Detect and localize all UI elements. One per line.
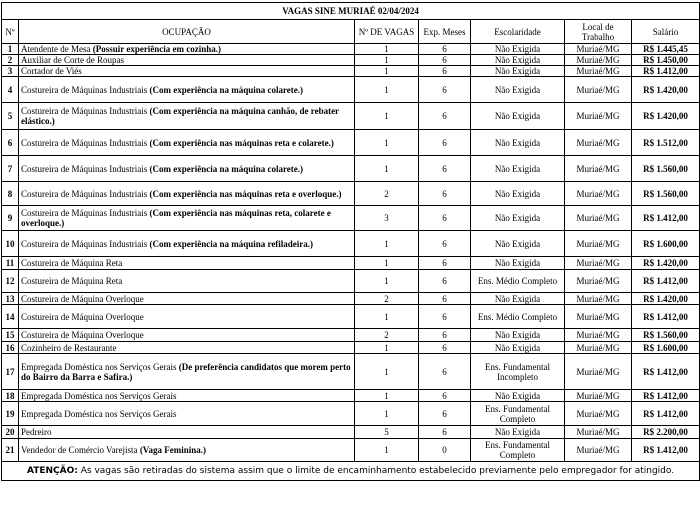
occupation-cell	[19, 66, 355, 77]
schooling-cell: Não Exigida	[471, 257, 565, 270]
row-number: 15	[2, 329, 19, 342]
experience-cell: 6	[419, 270, 471, 293]
occupation-note: (Vaga Feminina.)	[137, 445, 206, 455]
row-number: 3	[2, 66, 19, 77]
location-cell: Muriaé/MG	[565, 439, 632, 462]
salary-cell: R$ 1.412,00	[632, 66, 700, 77]
vacancies-cell: 1	[355, 305, 419, 329]
table-row	[2, 390, 700, 402]
occupation-name: Costureira de Máquina Reta	[21, 258, 123, 268]
salary-cell: R$ 1.420,00	[632, 103, 700, 130]
occupation-cell	[19, 130, 355, 156]
occupation-cell	[19, 231, 355, 257]
occupation-cell	[19, 305, 355, 329]
schooling-cell: Ens. Médio Completo	[471, 270, 565, 293]
occupation-name: Costureira de Máquinas Industriais	[21, 208, 148, 218]
table-row	[2, 103, 700, 130]
occupation-name: Costureira de Máquinas Industriais	[21, 84, 148, 95]
schooling-cell: Ens. Fundamental Incompleto	[471, 354, 565, 390]
location-cell: Muriaé/MG	[565, 293, 632, 305]
occupation-cell	[19, 426, 355, 439]
occupation-cell	[19, 342, 355, 354]
occupation-name: Costureira de Máquinas Industriais	[21, 163, 148, 174]
table-row	[2, 156, 700, 182]
experience-cell: 6	[419, 130, 471, 156]
table-row	[2, 305, 700, 329]
location-cell: Muriaé/MG	[565, 130, 632, 156]
table-row	[2, 66, 700, 77]
schooling-cell: Não Exigida	[471, 426, 565, 439]
occupation-cell	[19, 257, 355, 270]
experience-cell: 6	[419, 103, 471, 130]
vacancies-cell: 1	[355, 44, 419, 55]
row-number: 13	[2, 293, 19, 305]
experience-cell: 6	[419, 206, 471, 231]
schooling-cell: Não Exigida	[471, 130, 565, 156]
schooling-cell: Não Exigida	[471, 329, 565, 342]
header-row	[2, 20, 700, 44]
header-experience: Exp. Meses	[419, 20, 471, 44]
occupation-cell	[19, 156, 355, 182]
occupation-name: Costureira de Máquinas Industriais	[21, 137, 148, 148]
occupation-name: Auxiliar de Corte de Roupas	[21, 55, 124, 65]
location-cell: Muriaé/MG	[565, 270, 632, 293]
experience-cell: 6	[419, 342, 471, 354]
occupation-name: Vendedor de Comércio Varejista	[21, 445, 138, 455]
vacancies-cell: 3	[355, 206, 419, 231]
salary-cell: R$ 1.445,45	[632, 44, 700, 55]
salary-cell: R$ 1.560,00	[632, 182, 700, 206]
row-number: 5	[2, 103, 19, 130]
salary-cell: R$ 1.420,00	[632, 77, 700, 103]
occupation-name: Empregada Doméstica nos Serviços Gerais	[21, 390, 177, 401]
experience-cell: 6	[419, 182, 471, 206]
schooling-cell: Ens. Médio Completo	[471, 305, 565, 329]
experience-cell: 6	[419, 44, 471, 55]
occupation-cell	[19, 77, 355, 103]
vacancies-cell: 1	[355, 130, 419, 156]
location-cell: Muriaé/MG	[565, 257, 632, 270]
row-number: 10	[2, 231, 19, 257]
location-cell: Muriaé/MG	[565, 342, 632, 354]
job-vacancies-table	[1, 2, 700, 481]
job-rows	[2, 44, 700, 462]
occupation-name: Cortador de Viés	[21, 66, 82, 76]
vacancies-cell: 1	[355, 270, 419, 293]
table-title: VAGAS SINE MURIAÉ 02/04/2024	[2, 3, 700, 20]
experience-cell: 6	[419, 231, 471, 257]
location-cell: Muriaé/MG	[565, 231, 632, 257]
row-number: 21	[2, 439, 19, 462]
occupation-note: (Com experiência na máquina refiladeira.)	[147, 238, 314, 249]
attention-label: ATENÇÃO:	[26, 466, 78, 476]
table-row	[2, 206, 700, 231]
table-row	[2, 293, 700, 305]
occupation-cell	[19, 354, 355, 390]
location-cell: Muriaé/MG	[565, 329, 632, 342]
occupation-name: Costureira de Máquina Overloque	[21, 330, 144, 340]
row-number: 1	[2, 44, 19, 55]
table-row	[2, 257, 700, 270]
location-cell: Muriaé/MG	[565, 182, 632, 206]
table-row	[2, 270, 700, 293]
location-cell: Muriaé/MG	[565, 354, 632, 390]
row-number: 19	[2, 402, 19, 426]
vacancies-cell: 2	[355, 329, 419, 342]
location-cell: Muriaé/MG	[565, 402, 632, 426]
table-row	[2, 402, 700, 426]
experience-cell: 6	[419, 329, 471, 342]
header-schooling: Escolaridade	[471, 20, 565, 44]
salary-cell: R$ 1.412,00	[632, 439, 700, 462]
salary-cell: R$ 1.420,00	[632, 257, 700, 270]
schooling-cell: Não Exigida	[471, 182, 565, 206]
occupation-name: Cozinheiro de Restaurante	[21, 342, 117, 353]
table-row	[2, 77, 700, 103]
location-cell: Muriaé/MG	[565, 426, 632, 439]
experience-cell: 6	[419, 426, 471, 439]
occupation-name: Pedreiro	[21, 427, 52, 437]
attention-note	[2, 462, 700, 481]
row-number: 8	[2, 182, 19, 206]
vacancies-cell: 1	[355, 257, 419, 270]
schooling-cell: Não Exigida	[471, 77, 565, 103]
occupation-name: Atendente de Mesa	[21, 44, 91, 54]
occupation-cell	[19, 329, 355, 342]
experience-cell: 6	[419, 156, 471, 182]
header-num: Nº	[2, 20, 19, 44]
occupation-name: Costureira de Máquinas Industriais	[21, 106, 148, 116]
table-row	[2, 329, 700, 342]
experience-cell: 6	[419, 293, 471, 305]
table-row	[2, 130, 700, 156]
occupation-name: Costureira de Máquinas Industriais	[21, 188, 148, 199]
row-number: 11	[2, 257, 19, 270]
vacancies-cell: 1	[355, 402, 419, 426]
occupation-name: Empregada Doméstica nos Serviços Gerais	[21, 408, 177, 419]
table-row	[2, 182, 700, 206]
vacancies-cell: 1	[355, 77, 419, 103]
occupation-note: (Com experiência na máquina colarete.)	[147, 84, 304, 95]
schooling-cell: Não Exigida	[471, 206, 565, 231]
vacancies-cell: 1	[355, 354, 419, 390]
occupation-name: Costureira de Máquina Overloque	[21, 311, 144, 322]
table-row	[2, 55, 700, 66]
occupation-cell	[19, 270, 355, 293]
experience-cell: 0	[419, 439, 471, 462]
vacancies-cell: 1	[355, 55, 419, 66]
schooling-cell: Não Exigida	[471, 293, 565, 305]
row-number: 2	[2, 55, 19, 66]
occupation-note: (Possuir experiência em cozinha.)	[90, 44, 222, 54]
row-number: 6	[2, 130, 19, 156]
occupation-note: (De preferência candidatos que morem perto do Bairro da Barra e Safira.)	[21, 361, 351, 382]
header-salary: Salário	[632, 20, 700, 44]
schooling-cell: Ens. Fundamental Completo	[471, 439, 565, 462]
location-cell: Muriaé/MG	[565, 66, 632, 77]
experience-cell: 6	[419, 77, 471, 103]
experience-cell: 6	[419, 390, 471, 402]
vacancies-cell: 2	[355, 293, 419, 305]
experience-cell: 6	[419, 354, 471, 390]
table-row	[2, 354, 700, 390]
schooling-cell: Não Exigida	[471, 231, 565, 257]
occupation-note: (Com experiência na máquina canhão, de rebater elástico.)	[21, 106, 339, 126]
vacancies-cell: 1	[355, 156, 419, 182]
vacancies-cell: 2	[355, 182, 419, 206]
salary-cell: R$ 1.600,00	[632, 342, 700, 354]
row-number: 12	[2, 270, 19, 293]
occupation-cell	[19, 390, 355, 402]
table-row	[2, 44, 700, 55]
salary-cell: R$ 1.450,00	[632, 55, 700, 66]
occupation-cell	[19, 103, 355, 130]
row-number: 18	[2, 390, 19, 402]
occupation-note: (Com experiência nas máquinas reta, colarete e overloque.)	[21, 208, 331, 228]
table-row	[2, 342, 700, 354]
experience-cell: 6	[419, 66, 471, 77]
schooling-cell: Não Exigida	[471, 156, 565, 182]
salary-cell: R$ 1.600,00	[632, 231, 700, 257]
salary-cell: R$ 1.412,00	[632, 270, 700, 293]
schooling-cell: Não Exigida	[471, 66, 565, 77]
salary-cell: R$ 1.412,00	[632, 390, 700, 402]
salary-cell: R$ 1.512,00	[632, 130, 700, 156]
row-number: 14	[2, 305, 19, 329]
location-cell: Muriaé/MG	[565, 77, 632, 103]
experience-cell: 6	[419, 305, 471, 329]
location-cell: Muriaé/MG	[565, 55, 632, 66]
occupation-cell	[19, 182, 355, 206]
occupation-note: (Com experiência nas máquinas reta e colarete.)	[147, 137, 334, 148]
header-location: Local de Trabalho	[565, 20, 632, 44]
occupation-cell	[19, 55, 355, 66]
row-number: 4	[2, 77, 19, 103]
vacancies-cell: 1	[355, 439, 419, 462]
header-occupation: OCUPAÇÃO	[19, 20, 355, 44]
salary-cell: R$ 2.200,00	[632, 426, 700, 439]
occupation-name: Costureira de Máquinas Industriais	[21, 238, 148, 249]
salary-cell: R$ 1.412,00	[632, 206, 700, 231]
row-number: 7	[2, 156, 19, 182]
salary-cell: R$ 1.560,00	[632, 329, 700, 342]
occupation-cell	[19, 293, 355, 305]
table-row	[2, 426, 700, 439]
attention-text: As vagas são retiradas do sistema assim que o limite de encaminhamento estabelecido previamente pelo empregador for atingido.	[77, 466, 675, 476]
salary-cell: R$ 1.412,00	[632, 354, 700, 390]
occupation-name: Costureira de Máquina Overloque	[21, 293, 144, 304]
location-cell: Muriaé/MG	[565, 206, 632, 231]
occupation-name: Costureira de Máquina Reta	[21, 276, 123, 286]
salary-cell: R$ 1.420,00	[632, 293, 700, 305]
experience-cell: 6	[419, 257, 471, 270]
schooling-cell: Não Exigida	[471, 342, 565, 354]
row-number: 20	[2, 426, 19, 439]
occupation-note: (Com experiência nas máquinas reta e overloque.)	[147, 188, 342, 199]
row-number: 16	[2, 342, 19, 354]
occupation-cell	[19, 206, 355, 231]
occupation-note: (Com experiência na máquina colarete.)	[147, 163, 304, 174]
table-row	[2, 439, 700, 462]
location-cell: Muriaé/MG	[565, 390, 632, 402]
schooling-cell: Não Exigida	[471, 390, 565, 402]
location-cell: Muriaé/MG	[565, 44, 632, 55]
occupation-cell	[19, 439, 355, 462]
salary-cell: R$ 1.412,00	[632, 402, 700, 426]
row-number: 17	[2, 354, 19, 390]
experience-cell: 6	[419, 55, 471, 66]
schooling-cell: Não Exigida	[471, 44, 565, 55]
schooling-cell: Ens. Fundamental Completo	[471, 402, 565, 426]
schooling-cell: Não Exigida	[471, 103, 565, 130]
table-row	[2, 231, 700, 257]
schooling-cell: Não Exigida	[471, 55, 565, 66]
location-cell: Muriaé/MG	[565, 156, 632, 182]
salary-cell: R$ 1.412,00	[632, 305, 700, 329]
vacancies-cell: 1	[355, 342, 419, 354]
occupation-cell	[19, 44, 355, 55]
salary-cell: R$ 1.560,00	[632, 156, 700, 182]
vacancies-cell: 1	[355, 103, 419, 130]
occupation-name: Empregada Doméstica nos Serviços Gerais	[21, 361, 177, 372]
experience-cell: 6	[419, 402, 471, 426]
location-cell: Muriaé/MG	[565, 305, 632, 329]
vacancies-cell: 5	[355, 426, 419, 439]
occupation-cell	[19, 402, 355, 426]
location-cell: Muriaé/MG	[565, 103, 632, 130]
header-vacancies: Nº DE VAGAS	[355, 20, 419, 44]
vacancies-cell: 1	[355, 231, 419, 257]
vacancies-cell: 1	[355, 390, 419, 402]
row-number: 9	[2, 206, 19, 231]
vacancies-cell: 1	[355, 66, 419, 77]
